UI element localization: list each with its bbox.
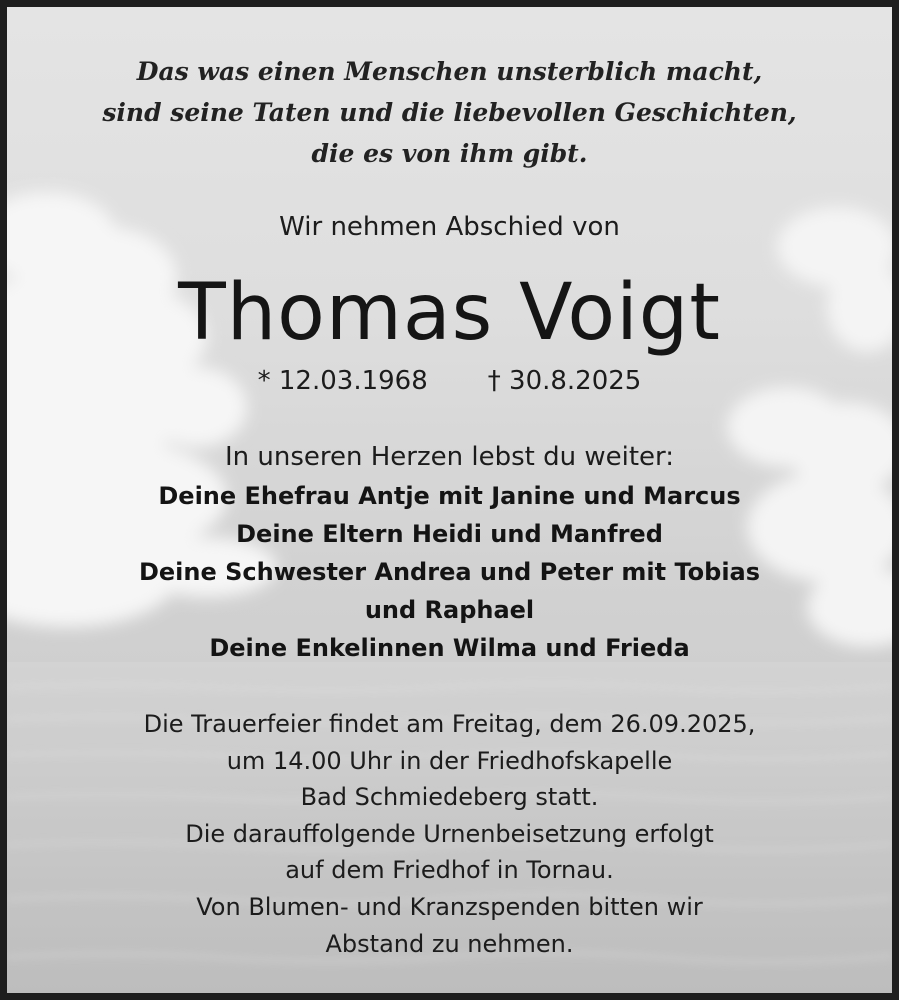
quote-line: die es von ihm gibt. xyxy=(311,139,588,168)
ceremony-line: Bad Schmiedeberg statt. xyxy=(300,783,599,812)
death-date: † 30.8.2025 xyxy=(487,366,642,396)
quote-line: sind seine Taten und die liebevollen Geschichten, xyxy=(102,98,797,127)
funeral-details xyxy=(7,706,892,962)
mourner-line: Deine Ehefrau Antje mit Janine und Marcus xyxy=(158,482,741,510)
ceremony-line: Von Blumen- und Kranzspenden bitten wir xyxy=(196,892,703,921)
quote-line: Das was einen Menschen unsterblich macht, xyxy=(136,57,763,86)
farewell-intro: Wir nehmen Abschied von xyxy=(279,212,620,242)
ceremony-line: Die darauffolgende Urnenbeisetzung erfolgt xyxy=(185,819,714,848)
memorial-quote xyxy=(7,51,892,174)
mourner-line: Deine Eltern Heidi und Manfred xyxy=(236,520,663,548)
ceremony-line: um 14.00 Uhr in der Friedhofskapelle xyxy=(226,746,673,775)
ceremony-line: Abstand zu nehmen. xyxy=(325,929,574,958)
mourners-list xyxy=(7,477,892,667)
ceremony-line: Die Trauerfeier findet am Freitag, dem 26.09.2025, xyxy=(143,710,756,738)
lives-on-text: In unseren Herzen lebst du weiter: xyxy=(224,442,675,472)
ceremony-line: auf dem Friedhof in Tornau. xyxy=(285,856,614,885)
mourner-line: und Raphael xyxy=(364,596,535,624)
mourner-line: Deine Schwester Andrea und Peter mit Tobias xyxy=(138,558,761,586)
birth-date: * 12.03.1968 xyxy=(257,366,428,396)
deceased-name: Thomas Voigt xyxy=(178,268,721,358)
life-dates xyxy=(7,361,892,401)
mourner-line: Deine Enkelinnen Wilma und Frieda xyxy=(209,634,690,662)
